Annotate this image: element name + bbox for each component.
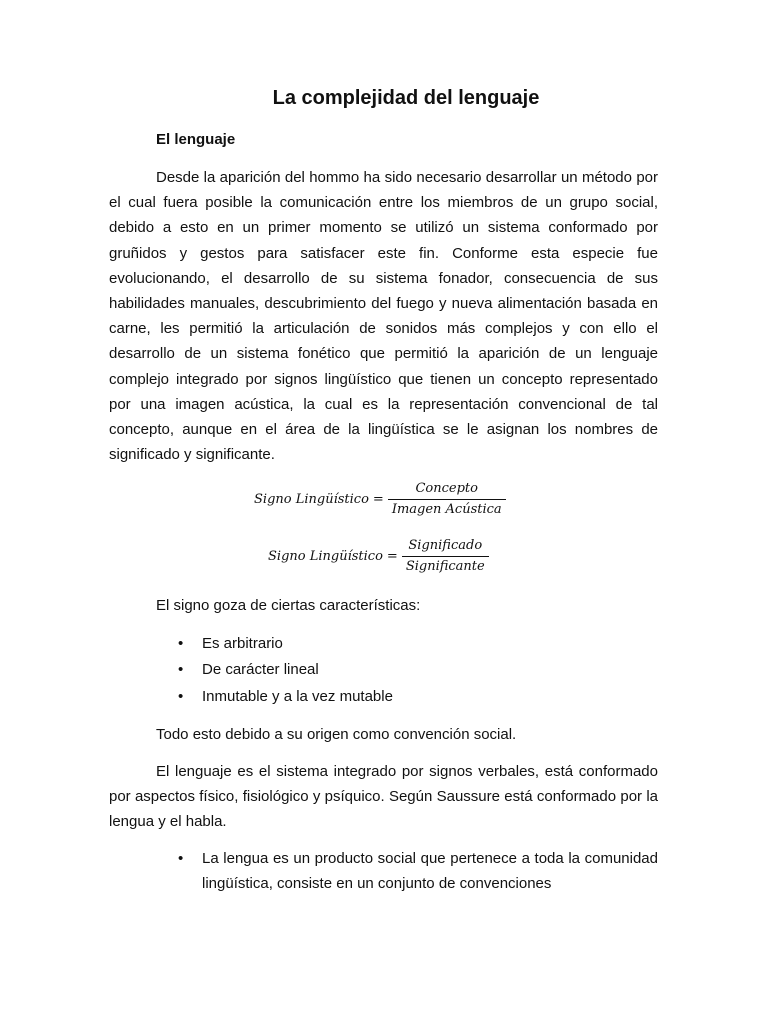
bullet-icon: • [178, 850, 184, 867]
bullet-icon: • [178, 661, 184, 678]
formula-concepto [254, 481, 506, 518]
intro-paragraph: Desde la aparición del hommo ha sido necesario desarrollar un método por el cual fuera posible la comunicación entre los miembros de un grupo social, debido a esto en un primer momento se utilizó un sistema conformado por gruñidos y gestos para satisfacer este fin. Conforme esta especie fue evolucionando, el desarrollo de su sistema fonador, consecuencia de sus habilidades manuales, descubrimiento del fuego y nueva alimentación basada en carne, les permitió la articulación de sonidos más complejos y con ello el desarrollo de un sistema fonético que permitió la aparición de un lenguaje complejo integrado por signos lingüístico que tienen un concepto representado por una imagen acústica, la cual es la representación convencional de tal concepto, aunque en el área de la lingüística se le asignan los nombres de significado y significante. [109, 169, 658, 464]
convention-paragraph: Todo esto debido a su origen como convención social. [156, 726, 517, 743]
formula-lhs: Signo Lingüístico [254, 492, 369, 507]
document-title: La complejidad del lenguaje [272, 87, 540, 109]
formula-denominator: Significante [405, 559, 485, 574]
formula-equals: = [372, 492, 384, 507]
list-item [178, 846, 658, 896]
formula-numerator: Significado [408, 538, 483, 553]
list-item-text: La lengua es un producto social que pertenece a toda la comunidad lingüística, consiste en un conjunto de convenciones [202, 850, 658, 893]
list-item-text: Es arbitrario [202, 635, 283, 652]
formula-fraction [402, 538, 489, 575]
characteristics-intro: El signo goza de ciertas características: [156, 597, 421, 614]
formula-significado [268, 538, 489, 575]
list-item-text: Inmutable y a la vez mutable [202, 688, 393, 705]
formula-lhs: Signo Lingüístico [268, 549, 383, 564]
bullet-icon: • [178, 635, 184, 652]
formula-equals: = [386, 549, 398, 564]
formula-fraction [388, 481, 506, 518]
bullet-icon: • [178, 688, 184, 705]
formula-numerator: Concepto [415, 481, 478, 496]
list-item-text: De carácter lineal [202, 661, 319, 678]
section-heading: El lenguaje [156, 131, 236, 148]
language-paragraph: El lenguaje es el sistema integrado por signos verbales, está conformado por aspectos físico, fisiológico y psíquico. Según Saussure está conformado por la lengua y el habla. [109, 763, 658, 831]
formula-denominator: Imagen Acústica [391, 502, 502, 517]
